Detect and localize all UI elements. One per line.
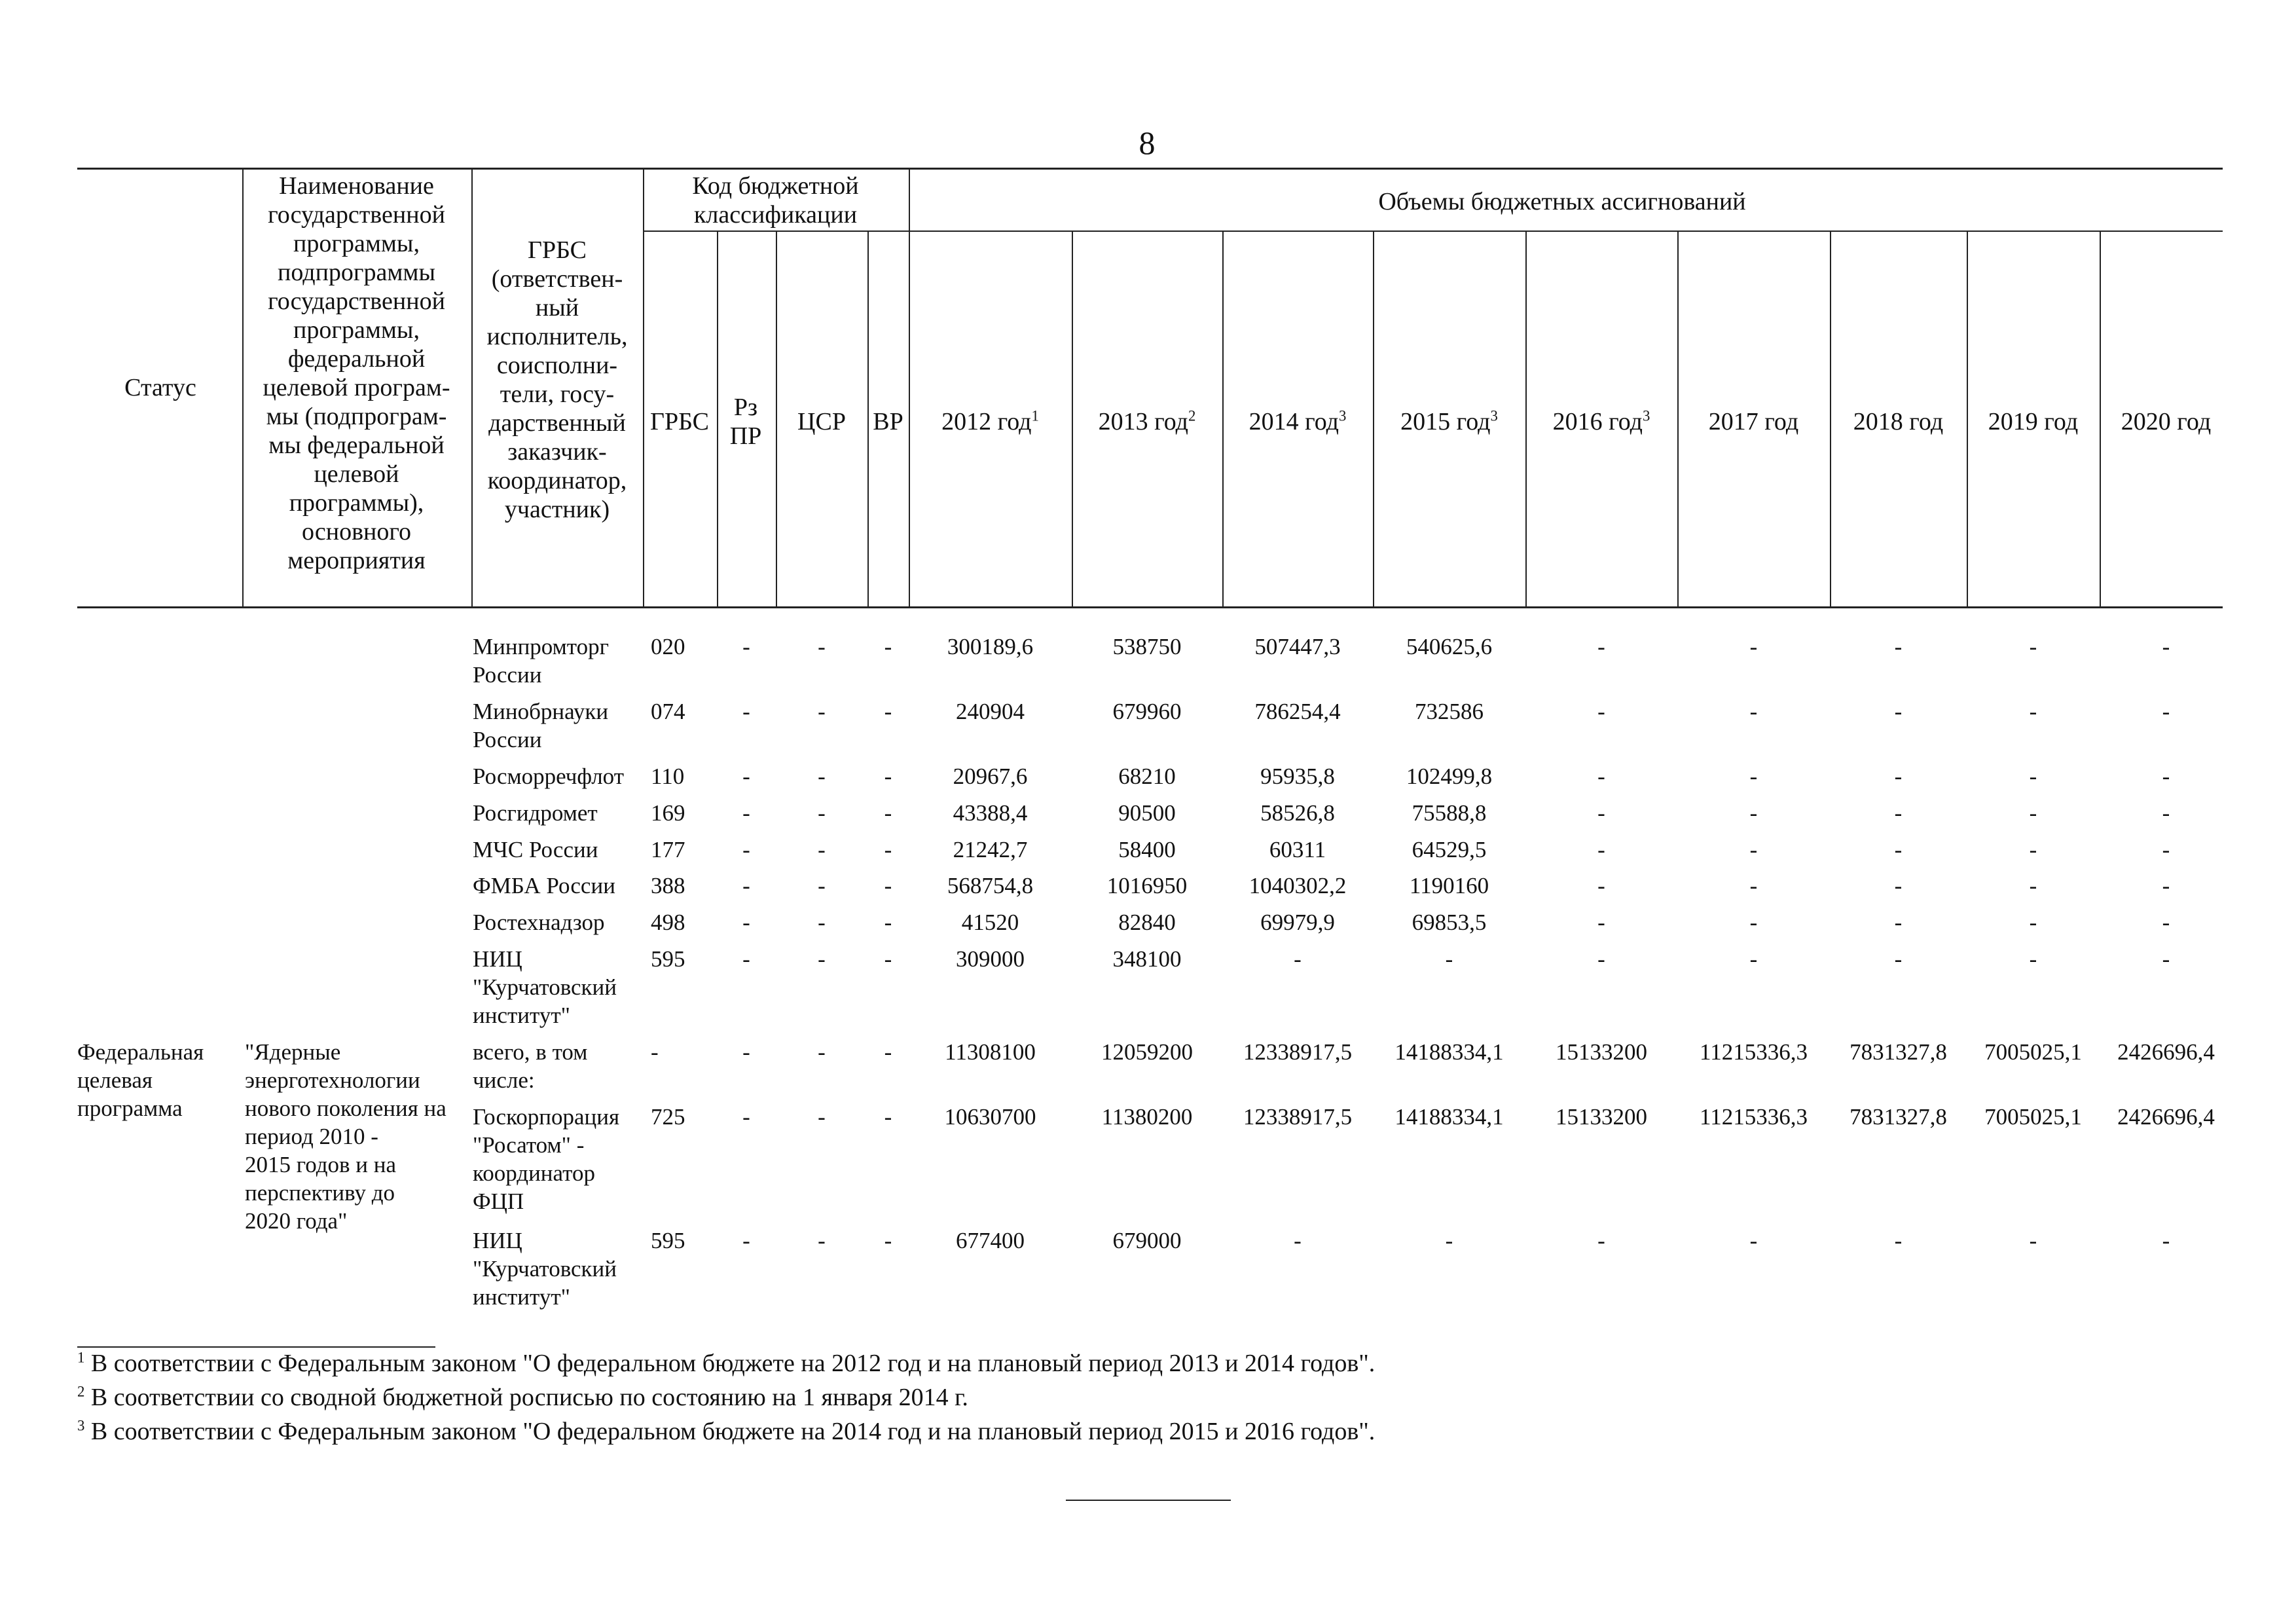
row-value: 60311 bbox=[1269, 837, 1326, 862]
row-value: 240904 bbox=[956, 699, 1025, 724]
header-code-rzpr: Рз ПР bbox=[729, 394, 762, 450]
row-rzpr-code: - bbox=[742, 634, 750, 659]
row-grbs-code: 725 bbox=[651, 1104, 685, 1130]
header-code-vr: ВР bbox=[873, 408, 903, 435]
row-value: 679960 bbox=[1112, 699, 1182, 724]
row-value: - bbox=[1597, 946, 1605, 972]
header-year-5 bbox=[1525, 407, 1677, 436]
row-value: - bbox=[2029, 634, 2037, 659]
header-column-divider bbox=[1373, 231, 1374, 607]
footnote bbox=[77, 1383, 968, 1412]
row-value: - bbox=[2029, 800, 2037, 826]
footnote-ref: 3 bbox=[1642, 407, 1650, 424]
row-value: - bbox=[1597, 837, 1605, 862]
row-org: Ростехнадзор bbox=[473, 910, 605, 935]
row-value: 507447,3 bbox=[1254, 634, 1341, 659]
row-value: 20967,6 bbox=[953, 764, 1028, 789]
row-csr-code: - bbox=[818, 764, 826, 789]
row-value: 309000 bbox=[956, 946, 1025, 972]
row-value: 68210 bbox=[1118, 764, 1176, 789]
row-rzpr-code: - bbox=[742, 910, 750, 935]
row-value: - bbox=[2029, 764, 2037, 789]
row-value: 11215336,3 bbox=[1700, 1104, 1808, 1130]
row-value: 21242,7 bbox=[953, 837, 1028, 862]
header-year-3 bbox=[1222, 407, 1373, 436]
row-value: - bbox=[1894, 837, 1903, 862]
row-value: 82840 bbox=[1118, 910, 1176, 935]
header-column-divider bbox=[1222, 231, 1224, 607]
row-value: 540625,6 bbox=[1406, 634, 1493, 659]
row-value: 69979,9 bbox=[1260, 910, 1335, 935]
row-value: 1190160 bbox=[1409, 873, 1489, 898]
row-value: - bbox=[1749, 634, 1758, 659]
year-label: 2012 год bbox=[941, 408, 1032, 435]
row-value: 11380200 bbox=[1101, 1104, 1193, 1130]
row-value: 12338917,5 bbox=[1243, 1104, 1353, 1130]
row-vr-code: - bbox=[884, 1039, 892, 1065]
row-org: НИЦ "Курчатовский институт" bbox=[473, 1228, 617, 1310]
row-value: - bbox=[1894, 800, 1903, 826]
row-vr-code: - bbox=[884, 837, 892, 862]
row-value: 11308100 bbox=[945, 1039, 1036, 1065]
row-value: 348100 bbox=[1112, 946, 1182, 972]
row-value: 75588,8 bbox=[1412, 800, 1487, 826]
header-top-rule bbox=[77, 168, 2223, 170]
row-vr-code: - bbox=[884, 946, 892, 972]
row-value: - bbox=[1749, 764, 1758, 789]
row-grbs-code: 498 bbox=[651, 910, 685, 935]
header-program-name: Наименование государственной программы, подпрограммы государственной программы, федеральной целевой програм- мы (подпрограм- мы федеральной целевой программы), основного мероприятия bbox=[263, 172, 450, 574]
row-value: - bbox=[1294, 946, 1302, 972]
row-rzpr-code: - bbox=[742, 837, 750, 862]
program-name: "Ядерные энерготехнологии нового поколения на период 2010 - 2015 годов и на перспективу до 2020 года" bbox=[245, 1039, 446, 1234]
header-column-divider bbox=[242, 168, 244, 607]
row-value: - bbox=[1749, 873, 1758, 898]
row-value: 786254,4 bbox=[1254, 699, 1341, 724]
row-value: 12338917,5 bbox=[1243, 1039, 1353, 1065]
row-value: 677400 bbox=[956, 1228, 1025, 1253]
row-value: - bbox=[1597, 764, 1605, 789]
row-value: - bbox=[2162, 1228, 2170, 1253]
row-value: 732586 bbox=[1415, 699, 1484, 724]
row-value: 7005025,1 bbox=[1984, 1039, 2082, 1065]
row-rzpr-code: - bbox=[742, 1228, 750, 1253]
year-label: 2017 год bbox=[1708, 408, 1799, 435]
row-value: - bbox=[2029, 946, 2037, 972]
row-value: 58400 bbox=[1118, 837, 1176, 862]
row-grbs-code: 595 bbox=[651, 946, 685, 972]
row-value: - bbox=[2029, 837, 2037, 862]
header-year-1 bbox=[909, 407, 1072, 436]
year-label: 2016 год bbox=[1552, 408, 1643, 435]
row-csr-code: - bbox=[818, 1104, 826, 1130]
row-grbs-code: - bbox=[651, 1039, 659, 1065]
header-column-divider bbox=[1967, 231, 1968, 607]
row-value: - bbox=[1894, 764, 1903, 789]
row-value: 15133200 bbox=[1556, 1104, 1647, 1130]
row-value: 14188334,1 bbox=[1394, 1039, 1504, 1065]
header-column-divider bbox=[776, 231, 777, 607]
row-csr-code: - bbox=[818, 873, 826, 898]
row-csr-code: - bbox=[818, 1228, 826, 1253]
row-value: - bbox=[1597, 699, 1605, 724]
row-rzpr-code: - bbox=[742, 800, 750, 826]
row-value: 1016950 bbox=[1106, 873, 1188, 898]
row-value: 679000 bbox=[1112, 1228, 1182, 1253]
row-csr-code: - bbox=[818, 910, 826, 935]
row-value: - bbox=[1294, 1228, 1302, 1253]
row-org: Росгидромет bbox=[473, 800, 598, 826]
year-label: 2019 год bbox=[1988, 408, 2079, 435]
row-grbs-code: 177 bbox=[651, 837, 685, 862]
year-label: 2020 год bbox=[2121, 408, 2212, 435]
row-value: 10630700 bbox=[944, 1104, 1036, 1130]
row-value: 7831327,8 bbox=[1850, 1104, 1947, 1130]
row-csr-code: - bbox=[818, 699, 826, 724]
header-volumes-group: Объемы бюджетных ассигнований bbox=[1378, 188, 1746, 215]
row-grbs-code: 595 bbox=[651, 1228, 685, 1253]
end-of-page-rule bbox=[1066, 1500, 1231, 1501]
header-year-4 bbox=[1373, 407, 1525, 436]
footnote-mark: 2 bbox=[77, 1383, 85, 1400]
footnote bbox=[77, 1417, 1375, 1446]
footnote-ref: 1 bbox=[1031, 407, 1039, 424]
row-org: Росморречфлот bbox=[473, 764, 625, 789]
row-value: - bbox=[1894, 946, 1903, 972]
row-value: - bbox=[1894, 634, 1903, 659]
row-grbs-code: 074 bbox=[651, 699, 685, 724]
row-value: - bbox=[1445, 946, 1453, 972]
row-grbs-code: 110 bbox=[651, 764, 685, 789]
row-value: 7005025,1 bbox=[1984, 1104, 2082, 1130]
row-csr-code: - bbox=[818, 1039, 826, 1065]
row-vr-code: - bbox=[884, 699, 892, 724]
row-value: - bbox=[1597, 1228, 1605, 1253]
row-value: - bbox=[2162, 800, 2170, 826]
header-year-8 bbox=[1967, 407, 2100, 436]
row-rzpr-code: - bbox=[742, 699, 750, 724]
header-bottom-rule bbox=[77, 606, 2223, 608]
row-value: 15133200 bbox=[1556, 1039, 1647, 1065]
header-year-2 bbox=[1072, 407, 1222, 436]
row-rzpr-code: - bbox=[742, 764, 750, 789]
row-org: всего, в том числе: bbox=[473, 1039, 588, 1093]
row-value: 64529,5 bbox=[1412, 837, 1487, 862]
row-value: 95935,8 bbox=[1260, 764, 1335, 789]
footnote-ref: 3 bbox=[1490, 407, 1498, 424]
row-value: 2426696,4 bbox=[2117, 1104, 2215, 1130]
row-org: ФМБА России bbox=[473, 873, 615, 898]
header-year-6 bbox=[1677, 407, 1830, 436]
row-value: - bbox=[2029, 910, 2037, 935]
header-mid-rule bbox=[643, 231, 2223, 232]
row-value: 90500 bbox=[1118, 800, 1176, 826]
row-value: - bbox=[1749, 946, 1758, 972]
row-grbs-code: 169 bbox=[651, 800, 685, 826]
year-label: 2013 год bbox=[1098, 408, 1188, 435]
row-csr-code: - bbox=[818, 946, 826, 972]
header-column-divider bbox=[1525, 231, 1527, 607]
row-value: 14188334,1 bbox=[1394, 1104, 1504, 1130]
header-column-divider bbox=[717, 231, 718, 607]
row-value: - bbox=[2162, 837, 2170, 862]
row-rzpr-code: - bbox=[742, 1039, 750, 1065]
footnote-text: В соответствии с Федеральным законом "О федеральном бюджете на 2014 год и на плановый период 2015 и 2016 годов". bbox=[84, 1418, 1376, 1445]
row-value: 538750 bbox=[1112, 634, 1182, 659]
footnote-ref: 3 bbox=[1338, 407, 1347, 424]
row-value: - bbox=[2029, 699, 2037, 724]
row-value: - bbox=[1749, 910, 1758, 935]
row-value: - bbox=[1749, 837, 1758, 862]
footnote-text: В соответствии со сводной бюджетной росписью по состоянию на 1 января 2014 г. bbox=[84, 1384, 968, 1411]
row-value: 1040302,2 bbox=[1248, 873, 1347, 898]
header-column-divider bbox=[1830, 231, 1831, 607]
row-value: - bbox=[2162, 634, 2170, 659]
footnote-separator bbox=[77, 1346, 435, 1348]
row-value: - bbox=[1597, 800, 1605, 826]
header-status: Статус bbox=[124, 374, 196, 401]
footnote-ref: 2 bbox=[1188, 407, 1196, 424]
row-csr-code: - bbox=[818, 634, 826, 659]
row-value: - bbox=[2162, 946, 2170, 972]
row-value: - bbox=[1445, 1228, 1453, 1253]
row-value: 41520 bbox=[961, 910, 1019, 935]
header-column-divider bbox=[2100, 231, 2101, 607]
row-value: 11215336,3 bbox=[1700, 1039, 1808, 1065]
row-value: - bbox=[1749, 699, 1758, 724]
row-org: Минпромторг России bbox=[473, 634, 609, 688]
header-year-9 bbox=[2100, 407, 2232, 436]
footnote-text: В соответствии с Федеральным законом "О федеральном бюджете на 2012 год и на плановый период 2013 и 2014 годов". bbox=[84, 1350, 1376, 1377]
row-value: - bbox=[1894, 910, 1903, 935]
row-value: 43388,4 bbox=[953, 800, 1028, 826]
row-value: 300189,6 bbox=[947, 634, 1034, 659]
header-column-divider bbox=[643, 168, 644, 607]
row-value: - bbox=[2162, 764, 2170, 789]
row-vr-code: - bbox=[884, 800, 892, 826]
row-value: 58526,8 bbox=[1260, 800, 1335, 826]
header-column-divider bbox=[1072, 231, 1073, 607]
row-value: - bbox=[2162, 910, 2170, 935]
row-value: 69853,5 bbox=[1412, 910, 1487, 935]
year-label: 2014 год bbox=[1248, 408, 1339, 435]
header-year-7 bbox=[1830, 407, 1967, 436]
header-code-csr: ЦСР bbox=[797, 408, 846, 435]
row-value: - bbox=[1894, 1228, 1903, 1253]
row-rzpr-code: - bbox=[742, 1104, 750, 1130]
row-value: - bbox=[1597, 873, 1605, 898]
row-vr-code: - bbox=[884, 634, 892, 659]
header-column-divider bbox=[1677, 231, 1679, 607]
row-rzpr-code: - bbox=[742, 873, 750, 898]
row-value: 2426696,4 bbox=[2117, 1039, 2215, 1065]
row-grbs-code: 020 bbox=[651, 634, 685, 659]
header-column-divider bbox=[909, 168, 910, 607]
header-column-divider bbox=[471, 168, 473, 607]
row-org: Минобрнауки России bbox=[473, 699, 609, 752]
row-value: - bbox=[2162, 873, 2170, 898]
row-vr-code: - bbox=[884, 910, 892, 935]
row-vr-code: - bbox=[884, 764, 892, 789]
header-code-grbs: ГРБС bbox=[649, 408, 709, 435]
row-org: НИЦ "Курчатовский институт" bbox=[473, 946, 617, 1028]
row-value: 102499,8 bbox=[1406, 764, 1493, 789]
row-value: - bbox=[1749, 1228, 1758, 1253]
row-value: - bbox=[2029, 873, 2037, 898]
year-label: 2018 год bbox=[1853, 408, 1944, 435]
footnote bbox=[77, 1349, 1375, 1378]
footnote-mark: 1 bbox=[77, 1349, 85, 1366]
header-grbs-executor: ГРБС (ответствен- ный исполнитель, соисполни- тели, госу- дарственный заказчик- координатор, участник) bbox=[486, 236, 628, 523]
row-value: 12059200 bbox=[1101, 1039, 1193, 1065]
row-value: - bbox=[2029, 1228, 2037, 1253]
page-number: 8 bbox=[1139, 124, 1156, 161]
row-vr-code: - bbox=[884, 873, 892, 898]
header-column-divider bbox=[867, 231, 869, 607]
row-value: - bbox=[1749, 800, 1758, 826]
row-grbs-code: 388 bbox=[651, 873, 685, 898]
row-org: Госкорпорация "Росатом" - координатор ФЦП bbox=[473, 1104, 620, 1214]
row-value: 7831327,8 bbox=[1850, 1039, 1947, 1065]
row-org: МЧС России bbox=[473, 837, 598, 862]
row-value: - bbox=[1597, 634, 1605, 659]
row-vr-code: - bbox=[884, 1104, 892, 1130]
year-label: 2015 год bbox=[1400, 408, 1491, 435]
row-value: - bbox=[1597, 910, 1605, 935]
row-vr-code: - bbox=[884, 1228, 892, 1253]
row-value: - bbox=[1894, 699, 1903, 724]
footnote-mark: 3 bbox=[77, 1417, 85, 1434]
program-status: Федеральная целевая программа bbox=[77, 1039, 204, 1121]
row-value: - bbox=[1894, 873, 1903, 898]
row-csr-code: - bbox=[818, 800, 826, 826]
row-rzpr-code: - bbox=[742, 946, 750, 972]
row-value: - bbox=[2162, 699, 2170, 724]
row-csr-code: - bbox=[818, 837, 826, 862]
row-value: 568754,8 bbox=[947, 873, 1034, 898]
header-budget-code-group: Код бюджетной классификации bbox=[692, 172, 859, 229]
